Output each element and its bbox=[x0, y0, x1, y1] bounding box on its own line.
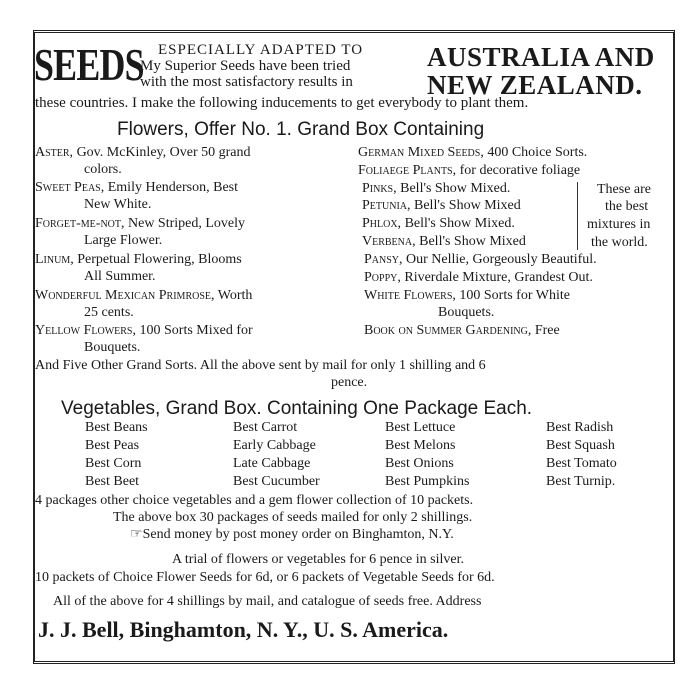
vegetable-item: Early Cabbage bbox=[233, 438, 316, 453]
flower-item-sweet-peas bbox=[35, 181, 238, 195]
flower-desc: Bell's Show Mixed. bbox=[396, 181, 511, 196]
vegetables-heading: Vegetables, Grand Box. Containing One Package Each. bbox=[61, 398, 533, 419]
bracket-divider bbox=[577, 182, 578, 250]
seeds-title: SEEDS bbox=[34, 39, 144, 90]
flower-item-poppy bbox=[364, 271, 593, 285]
flower-item-linum bbox=[35, 253, 242, 267]
vegetable-item: Best Carrot bbox=[233, 420, 298, 435]
flower-item-cont: Large Flower. bbox=[84, 233, 163, 248]
flower-desc: Riverdale Mixture, Grandest Out. bbox=[400, 270, 593, 285]
flower-item-foliage bbox=[358, 164, 580, 178]
footer-trial: A trial of flowers or vegetables for 6 pence in silver. bbox=[172, 552, 464, 567]
vegetable-item: Best Beet bbox=[85, 474, 140, 489]
flower-item-pansy bbox=[364, 253, 597, 267]
intro-line-2: with the most satisfactory results in bbox=[140, 74, 353, 90]
flower-item-forget-me-not bbox=[35, 217, 245, 231]
flowers-heading: Flowers, Offer No. 1. Grand Box Containing bbox=[117, 119, 485, 140]
flower-name: Linum, bbox=[35, 252, 74, 267]
flower-name: German Mixed Seeds, bbox=[358, 145, 484, 160]
note-line: These are bbox=[597, 182, 652, 197]
footer-all: All of the above for 4 shillings by mail, and catalogue of seeds free. Address bbox=[53, 594, 482, 609]
flower-item-yellow bbox=[35, 324, 253, 338]
vegetable-item: Best Onions bbox=[385, 456, 454, 471]
vegetable-item: Best Cucumber bbox=[233, 474, 320, 489]
flower-item-aster bbox=[35, 146, 250, 160]
flower-name: Yellow Flowers, bbox=[35, 323, 136, 338]
vegetable-item: Best Lettuce bbox=[385, 420, 456, 435]
flower-desc: Worth bbox=[214, 288, 253, 303]
flowers-closing-1: And Five Other Grand Sorts. All the above sent by mail for only 1 shilling and 6 bbox=[35, 358, 486, 373]
vegetables-line-3-row bbox=[130, 528, 454, 542]
flower-item-verbena bbox=[362, 235, 526, 249]
vegetable-item: Best Melons bbox=[385, 438, 456, 453]
region-line-1: AUSTRALIA AND bbox=[427, 42, 655, 72]
adapted-caption: ESPECIALLY ADAPTED TO bbox=[158, 42, 364, 58]
flower-item-pinks bbox=[362, 182, 510, 196]
note-line: the world. bbox=[591, 235, 648, 250]
flower-desc: 400 Choice Sorts. bbox=[483, 145, 588, 160]
flower-desc: 100 Sorts for White bbox=[455, 288, 570, 303]
flower-name: Poppy, bbox=[364, 270, 401, 285]
vegetable-item: Best Corn bbox=[85, 456, 142, 471]
flower-item-cont: 25 cents. bbox=[84, 305, 134, 320]
flower-desc: Gov. McKinley, Over 50 grand bbox=[73, 145, 251, 160]
vegetables-line-1: 4 packages other choice vegetables and a gem flower collection of 10 packets. bbox=[35, 493, 474, 508]
note-line: mixtures in bbox=[587, 217, 651, 232]
intro-line-1: My Superior Seeds have been tried bbox=[140, 58, 351, 74]
flower-desc: Bell's Show Mixed bbox=[415, 234, 526, 249]
flower-name: Verbena, bbox=[362, 234, 416, 249]
flower-item-petunia bbox=[362, 199, 521, 213]
flower-item-cont: All Summer. bbox=[84, 269, 156, 284]
flower-item-white bbox=[364, 289, 570, 303]
vegetable-item: Best Peas bbox=[85, 438, 140, 453]
intro-line-3: these countries. I make the following inducements to get everybody to plant them. bbox=[35, 95, 529, 111]
vegetable-item: Best Squash bbox=[546, 438, 615, 453]
flower-item-cont: Bouquets. bbox=[438, 305, 495, 320]
note-line: the best bbox=[605, 199, 649, 214]
flower-name: Pansy, bbox=[364, 252, 403, 267]
flower-item-german bbox=[358, 146, 587, 160]
flower-item-cont: New White. bbox=[84, 197, 152, 212]
flower-name: Phlox, bbox=[362, 216, 402, 231]
flower-item-book bbox=[364, 324, 560, 338]
vegetables-line-2: The above box 30 packages of seeds mailed for only 2 shillings. bbox=[113, 510, 473, 525]
vegetables-line-3: Send money by post money order on Binghamton, N.Y. bbox=[142, 527, 454, 542]
flower-item-cont: colors. bbox=[84, 162, 122, 177]
vegetable-item: Best Radish bbox=[546, 420, 614, 435]
flower-desc: Emily Henderson, Best bbox=[104, 180, 238, 195]
flower-desc: 100 Sorts Mixed for bbox=[136, 323, 253, 338]
flower-name: Pinks, bbox=[362, 181, 397, 196]
flower-name: Aster, bbox=[35, 145, 74, 160]
vegetable-item: Best Tomato bbox=[546, 456, 617, 471]
vegetable-item: Best Turnip. bbox=[546, 474, 616, 489]
flower-desc: Free bbox=[531, 323, 560, 338]
flower-desc: Our Nellie, Gorgeously Beautiful. bbox=[402, 252, 597, 267]
flower-item-cont: Bouquets. bbox=[84, 340, 141, 355]
vegetable-item: Best Beans bbox=[85, 420, 148, 435]
flower-desc: Perpetual Flowering, Blooms bbox=[73, 252, 242, 267]
footer-address: J. J. Bell, Binghamton, N. Y., U. S. America. bbox=[38, 617, 449, 642]
pointing-hand-icon: ☞ bbox=[130, 527, 143, 542]
flower-desc: Bell's Show Mixed bbox=[410, 198, 521, 213]
flowers-closing-2: pence. bbox=[331, 375, 368, 390]
flower-name: Wonderful Mexican Primrose, bbox=[35, 288, 215, 303]
flower-name: Forget-me-not, bbox=[35, 216, 125, 231]
flower-desc: Bell's Show Mixed. bbox=[401, 216, 515, 231]
region-line-2: NEW ZEALAND. bbox=[427, 70, 643, 100]
flower-item-primrose bbox=[35, 289, 252, 303]
footer-packets: 10 packets of Choice Flower Seeds for 6d, or 6 packets of Vegetable Seeds for 6d. bbox=[35, 570, 495, 585]
flower-name: White Flowers, bbox=[364, 288, 456, 303]
flower-name: Foliaege Plants, bbox=[358, 163, 457, 178]
flower-name: Book on Summer Gardening, bbox=[364, 323, 532, 338]
flower-name: Sweet Peas, bbox=[35, 180, 105, 195]
flower-item-phlox bbox=[362, 217, 515, 231]
flower-desc: New Striped, Lovely bbox=[124, 216, 246, 231]
vegetable-item: Best Pumpkins bbox=[385, 474, 470, 489]
flower-desc: for decorative foliage bbox=[456, 163, 581, 178]
vegetable-item: Late Cabbage bbox=[233, 456, 311, 471]
flower-name: Petunia, bbox=[362, 198, 411, 213]
